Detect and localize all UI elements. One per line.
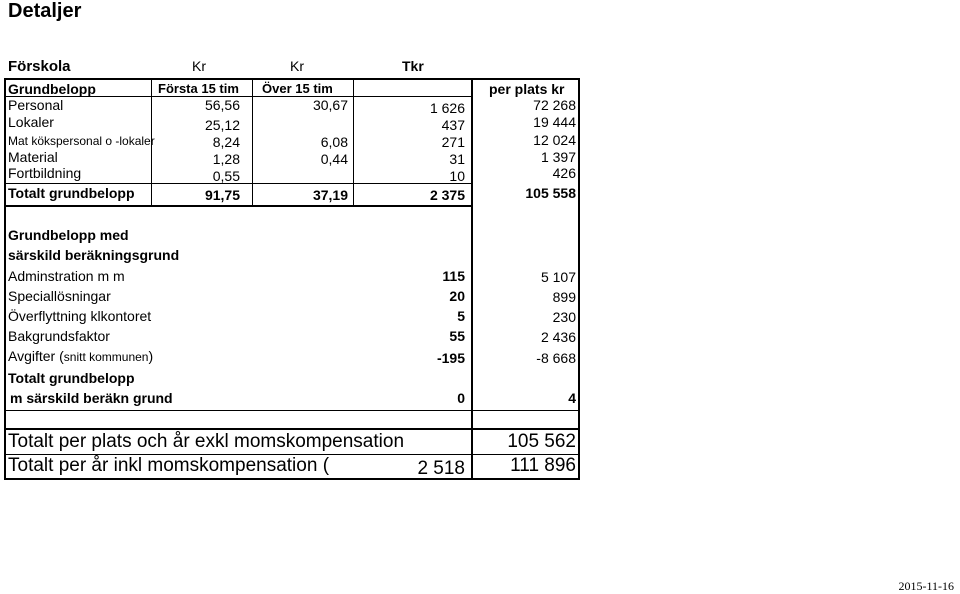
cell-tkr: 20 bbox=[449, 288, 465, 304]
summary-label-exkl: Totalt per plats och år exkl momskompensation bbox=[8, 431, 405, 452]
row-label: Fortbildning bbox=[8, 165, 82, 181]
row-label: Speciallösningar bbox=[8, 288, 111, 304]
cell-forsta: 25,12 bbox=[204, 117, 240, 133]
cell-over: 6,08 bbox=[320, 134, 348, 150]
cell-tkr: 5 bbox=[457, 308, 465, 324]
col-header-per-plats: per plats kr bbox=[489, 81, 565, 97]
cell-over: 30,67 bbox=[312, 97, 348, 113]
cell-per-plats: 72 268 bbox=[533, 97, 576, 113]
row-label: Personal bbox=[8, 97, 64, 113]
cell-per-plats: 12 024 bbox=[533, 132, 576, 148]
total-label: Totalt grundbelopp bbox=[8, 185, 135, 201]
cell-per-plats: 2 436 bbox=[540, 329, 576, 345]
cell-forsta: 1,28 bbox=[212, 151, 240, 167]
row-label: Adminstration m m bbox=[8, 268, 125, 284]
unit-label-kr-1: Kr bbox=[192, 58, 206, 74]
table-left-border bbox=[4, 78, 6, 480]
cell-tkr: 115 bbox=[442, 268, 465, 284]
page-title: Detaljer bbox=[8, 0, 82, 22]
section-name: Förskola bbox=[8, 58, 71, 75]
print-date: 2015-11-16 bbox=[898, 579, 954, 593]
cell-forsta: 56,56 bbox=[204, 97, 240, 113]
special-heading-2: särskild beräkningsgrund bbox=[8, 247, 180, 263]
cell-tkr: 55 bbox=[449, 328, 465, 344]
cell-per-plats: 5 107 bbox=[540, 269, 576, 285]
col-header-grundbelopp: Grundbelopp bbox=[8, 81, 96, 97]
cell-tkr: 31 bbox=[449, 151, 465, 167]
cell-per-plats: 1 397 bbox=[540, 149, 576, 165]
special-heading-1: Grundbelopp med bbox=[8, 227, 129, 243]
special-total-label-2: m särskild beräkn grund bbox=[10, 390, 173, 406]
cell-per-plats: -8 668 bbox=[536, 350, 576, 366]
col-header-forsta: Första 15 tim bbox=[158, 81, 239, 96]
row-label: Mat kökspersonal o -lokaler bbox=[8, 134, 155, 148]
cell-tkr: 1 626 bbox=[429, 100, 465, 116]
unit-label-kr-2: Kr bbox=[290, 58, 304, 74]
total-per-plats: 105 558 bbox=[525, 185, 576, 201]
summary-top-line bbox=[4, 428, 580, 430]
cell-tkr: 437 bbox=[441, 117, 465, 133]
col-header-over: Över 15 tim bbox=[262, 81, 333, 96]
avgifter-note: snitt kommunen bbox=[63, 350, 149, 364]
table-top-border bbox=[4, 78, 580, 80]
cell-per-plats: 899 bbox=[552, 289, 576, 305]
avgifter-label-end: ) bbox=[148, 348, 154, 364]
column-divider bbox=[471, 78, 473, 480]
special-total-tkr: 0 bbox=[457, 390, 465, 406]
cell-forsta: 0,55 bbox=[212, 168, 240, 184]
cell-tkr: 10 bbox=[449, 168, 465, 184]
summary-per-plats-inkl: 111 896 bbox=[510, 455, 576, 476]
table-right-border bbox=[578, 78, 580, 480]
summary-per-plats-exkl: 105 562 bbox=[507, 431, 576, 452]
row-label: Överflyttning klkontoret bbox=[8, 308, 152, 324]
total-over: 37,19 bbox=[312, 187, 348, 203]
special-total-label-1: Totalt grundbelopp bbox=[8, 370, 135, 386]
total-forsta: 91,75 bbox=[204, 187, 240, 203]
row-label: Material bbox=[8, 149, 58, 165]
summary-tkr-inkl: 2 518 bbox=[417, 458, 465, 479]
row-label: Lokaler bbox=[8, 114, 54, 130]
total-tkr: 2 375 bbox=[429, 187, 465, 203]
special-total-per-plats: 4 bbox=[568, 390, 576, 406]
cell-per-plats: 230 bbox=[552, 309, 576, 325]
cell-tkr: 271 bbox=[441, 134, 465, 150]
unit-label-tkr: Tkr bbox=[402, 58, 424, 74]
special-bottom-line bbox=[4, 410, 580, 411]
cell-over: 0,44 bbox=[320, 151, 348, 167]
cell-forsta: 8,24 bbox=[212, 134, 240, 150]
row-label: Bakgrundsfaktor bbox=[8, 328, 110, 344]
avgifter-label: Avgifter ( bbox=[8, 348, 64, 364]
cell-per-plats: 426 bbox=[552, 165, 576, 181]
cell-per-plats: 19 444 bbox=[533, 114, 576, 130]
grund-bottom-line bbox=[4, 205, 472, 207]
row-label-avgifter bbox=[8, 348, 153, 364]
summary-label-inkl: Totalt per år inkl momskompensation ( bbox=[8, 455, 330, 476]
summary-bottom-line bbox=[4, 478, 580, 480]
cell-tkr: -195 bbox=[436, 350, 465, 366]
